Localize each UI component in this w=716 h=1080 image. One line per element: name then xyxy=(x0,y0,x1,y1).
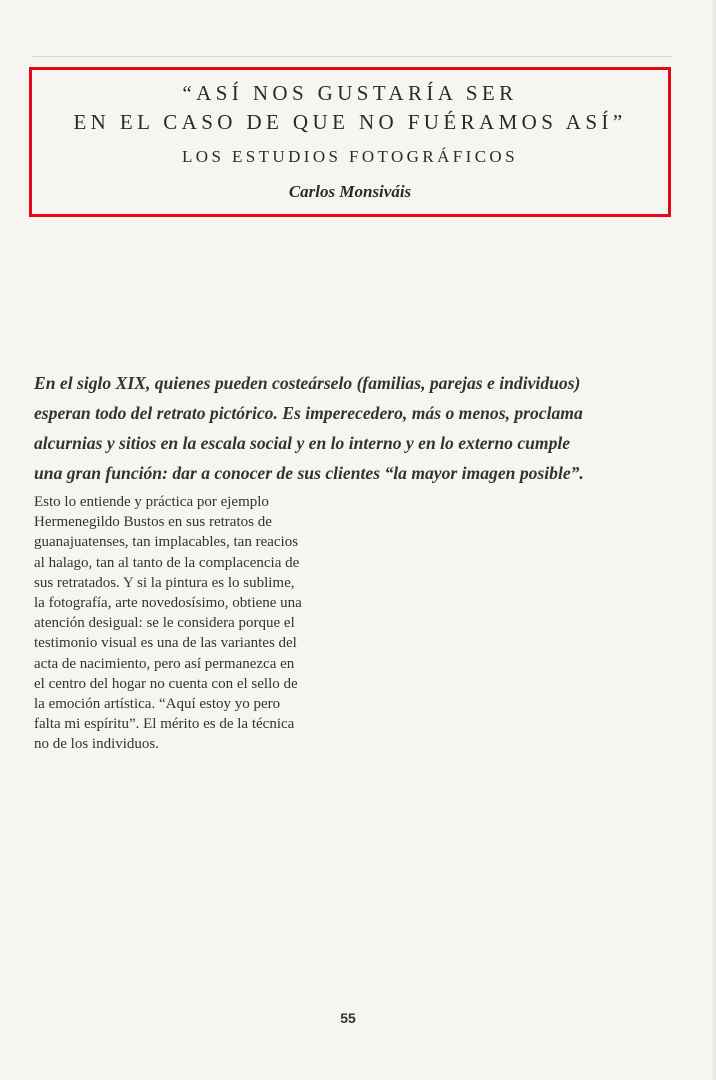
body-line: la fotografía, arte novedosísimo, obtiene una xyxy=(34,595,302,612)
body-line: no de los individuos. xyxy=(34,736,160,753)
lead-paragraph xyxy=(34,368,674,488)
body-line: testimonio visual es una de las variantes del xyxy=(34,635,297,652)
page-edge-shadow xyxy=(710,0,716,1080)
lead-line: En el siglo XIX, quienes pueden costeárselo (familias, parejas e individuos) xyxy=(34,373,581,393)
body-line: Esto lo entiende y práctica por ejemplo xyxy=(34,494,269,510)
lead-line: una gran función: dar a conocer de sus clientes “la mayor imagen posible”. xyxy=(34,463,584,483)
lead-line: esperan todo del retrato pictórico. Es imperecedero, más o menos, proclama xyxy=(34,403,583,423)
body-line: el centro del hogar no cuenta con el sello de xyxy=(34,675,298,692)
article-author: Carlos Monsiváis xyxy=(288,182,412,201)
article-title-line-1: “ASÍ NOS GUSTARÍA SER xyxy=(182,81,518,105)
body-line: acta de nacimiento, pero así permanezca en xyxy=(34,655,295,672)
body-line: falta mi espíritu”. El mérito es de la técnica xyxy=(34,716,295,733)
top-divider xyxy=(32,56,672,57)
body-line: guanajuatenses, tan implacables, tan reacios xyxy=(34,534,299,551)
body-line: la emoción artística. “Aquí estoy yo pero xyxy=(34,696,281,713)
body-paragraph xyxy=(34,492,344,755)
body-line: atención desigual: se le considera porque el xyxy=(34,615,295,632)
body-line: sus retratados. Y si la pintura es lo sublime, xyxy=(34,574,295,591)
article-title-line-2: EN EL CASO DE QUE NO FUÉRAMOS ASÍ” xyxy=(73,110,627,134)
body-line: Hermenegildo Bustos en sus retratos de xyxy=(34,514,272,531)
lead-line: alcurnias y sitios en la escala social y en lo interno y en lo externo cumple xyxy=(34,433,571,453)
body-line: al halago, tan al tanto de la complacencia de xyxy=(34,554,300,571)
page-number: 55 xyxy=(340,1010,356,1026)
article-subtitle: LOS ESTUDIOS FOTOGRÁFICOS xyxy=(182,147,518,166)
title-highlight-box xyxy=(29,67,671,217)
